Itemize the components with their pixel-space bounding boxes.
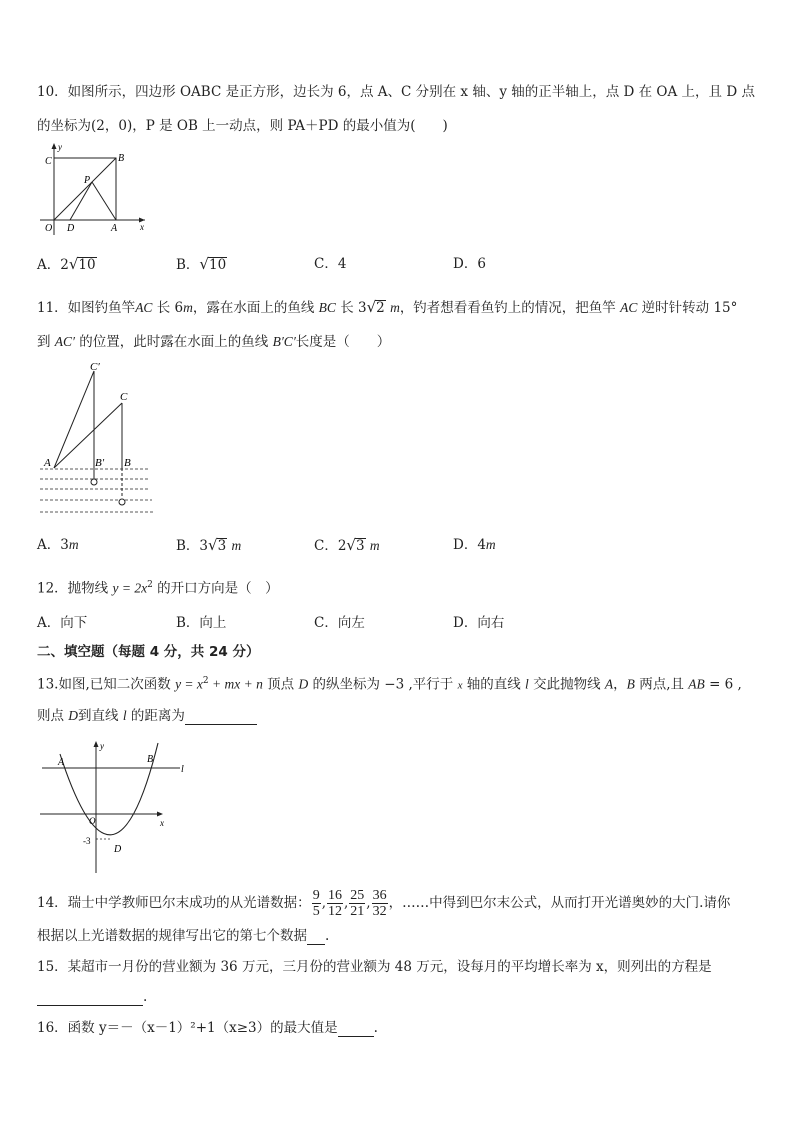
q13-fig-label-l: l [181, 764, 184, 775]
q13-equation-2: + mx + n [208, 676, 263, 692]
q13-equation: y = x [175, 676, 203, 692]
q12-exponent: 2 [147, 580, 153, 590]
q13-l2-l: l [122, 708, 127, 723]
q13-fig-label-o: O [89, 816, 96, 826]
q10-fig-label-x: x [140, 222, 144, 232]
q10-fig-label-p: P [84, 175, 91, 186]
q15-answer-blank[interactable] [37, 991, 143, 1006]
q13-l2-a: 则点 [37, 708, 69, 724]
q16-text-1: 16．函数 y＝－（x－1）²+1（x≥3）的最大值是 [37, 1020, 338, 1036]
q11-option-b-prefix: B．3 [176, 538, 209, 554]
q11-radicand: 2 [376, 300, 385, 316]
q13-l2-b: 到直线 [78, 708, 123, 724]
q13-fig-label-a: A [58, 757, 65, 768]
q10-fig-label-y: y [58, 142, 62, 152]
q11-ac-2: AC [620, 300, 638, 315]
q14-text-2: ，……中得到巴尔末公式，从而打开光谱奥妙的大门.请你 [388, 895, 731, 911]
q11-option-d[interactable] [453, 536, 496, 554]
q13-figure [38, 738, 188, 873]
q14-frac-4-num: 36 [372, 888, 387, 903]
q10-option-c[interactable]: C．4 [314, 256, 347, 272]
q11-l2-b: 的位置，此时露在水面上的鱼线 [75, 334, 273, 350]
q14-fraction-3 [349, 888, 365, 919]
q14-frac-1-den: 5 [312, 904, 320, 919]
q11-option-c-prefix: C．2 [314, 538, 347, 554]
q14-frac-2-den: 12 [327, 904, 342, 919]
q10-option-b-prefix: B． [176, 257, 200, 273]
q13-text-2: 顶点 [262, 676, 299, 693]
q10-line1: 10．如图所示，四边形 OABC 是正方形，边长为 6，点 A、C 分别在 x 轴、y 轴的正半轴上，点 D 在 OA 上，且 D 点 [37, 84, 755, 100]
q10-option-a-prefix: A．2 [37, 257, 69, 273]
q13-text-3: 的纵坐标为 −3 ,平行于 [308, 676, 458, 693]
q13-l2-d: D [68, 708, 79, 723]
q13-l: l [525, 676, 529, 692]
q10-option-b-radicand: 10 [208, 257, 227, 273]
q14-line1: 14．瑞士中学教师巴尔末成功的从光谱数据： $\frac{9}{5}$ , $\frac{16}{12}$ , $\frac{25}{21}$ , $\frac{36}{32}$ ，……中得到巴尔末公式，从而打开光谱奥妙的大门.请你 [37, 888, 731, 919]
q11-option-d-value: D．4 [453, 537, 486, 553]
q11-text-2: 长 6 [152, 300, 184, 316]
q11-text-1: 11．如图钓鱼竿 [37, 300, 136, 316]
q10-fig-label-d: D [67, 223, 75, 234]
q11-option-c-radicand: 3 [355, 538, 365, 554]
q12-option-b[interactable]: B．向上 [176, 615, 227, 631]
q10-fig-label-a: A [111, 223, 118, 234]
q11-bc: BC [318, 300, 336, 315]
q12-option-c[interactable]: C．向左 [314, 615, 365, 631]
q14-frac-2-num: 16 [327, 888, 342, 903]
q13-fig-label-minus3: -3 [83, 836, 91, 846]
q11-l2-a: 到 [37, 334, 55, 350]
q16-answer-blank[interactable] [338, 1022, 374, 1037]
q13-b: B [626, 676, 635, 692]
q12-line [37, 576, 279, 598]
q12-text-2: 的开口方向是（ ） [152, 580, 279, 597]
q16-line: 16．函数 y＝－（x－1）²+1（x≥3）的最大值是 . [37, 1020, 378, 1036]
q11-line1 [37, 298, 737, 317]
q11-option-d-unit: m [485, 537, 496, 552]
q11-option-b[interactable] [176, 536, 241, 555]
q13-fig-label-b: B [147, 754, 154, 765]
q11-text-4: 长 3 [335, 300, 367, 316]
q14-frac-1-num: 9 [312, 888, 320, 903]
q15-line1: 15．某超市一月份的营业额为 36 万元，三月份的营业额为 48 万元，设每月的平均增长率为 x，则列出的方程是 [37, 959, 712, 975]
q15-line2: . [37, 988, 147, 1006]
q14-line2: 根据以上光谱数据的规律写出它的第七个数据 . [37, 928, 330, 944]
q11-unit-m: m [183, 300, 193, 315]
q11-ac: AC [135, 300, 153, 315]
q13-fig-label-d: D [114, 844, 122, 855]
sqrt-sign: √ [366, 298, 377, 316]
q11-option-a-unit: m [68, 537, 79, 552]
q11-option-b-radicand: 3 [217, 538, 227, 554]
q11-text-5: ，钓者想看看鱼钓上的情况，把鱼竿 [399, 300, 621, 316]
q11-ac-prime: AC′ [54, 334, 76, 349]
q11-l2-c: 长度是（ ） [295, 334, 391, 350]
q10-line2: 的坐标为(2，0)，P 是 OB 上一动点，则 PA＋PD 的最小值为( ) [37, 118, 448, 134]
q11-figure [36, 358, 161, 520]
q10-fig-label-b: B [118, 153, 125, 164]
q10-fig-label-o: O [45, 223, 53, 234]
q12-equation: y = 2x [112, 580, 148, 596]
q11-line2 [37, 333, 390, 351]
q10-fig-label-c: C [45, 156, 52, 167]
sqrt-sign: √ [208, 536, 218, 554]
q10-option-a-radicand: 10 [78, 257, 96, 273]
q11-option-a[interactable] [37, 536, 79, 554]
q13-fig-label-y: y [100, 741, 104, 751]
q11-fig-label-a: A [44, 457, 51, 469]
q13-text-1: 13.如图,已知二次函数 [37, 676, 176, 693]
q13-text-6: ， [613, 676, 627, 693]
q11-fig-label-cprime: C′ [90, 361, 100, 373]
sqrt-sign: √ [346, 536, 356, 554]
q14-fraction-2 [327, 888, 343, 919]
q14-fraction-4 [372, 888, 388, 919]
q11-option-b-unit: m [231, 538, 242, 553]
q13-l2-c: 的距离为 [126, 708, 185, 724]
q11-option-c[interactable] [314, 536, 380, 555]
q13-x: x [457, 679, 463, 692]
q13-line2 [37, 707, 257, 725]
q10-figure [40, 140, 155, 235]
q14-text-1: 14．瑞士中学教师巴尔末成功的从光谱数据： [37, 895, 311, 911]
q13-text-5: 交此抛物线 [528, 676, 605, 693]
q11-option-a-value: A．3 [37, 537, 69, 553]
q11-fig-label-c: C [120, 391, 128, 403]
q10-option-b[interactable] [176, 255, 227, 274]
q12-option-a[interactable]: A．向下 [37, 615, 88, 631]
q13-text-8: = 6 , [704, 676, 742, 693]
q13-exponent: 2 [202, 676, 209, 686]
q14-frac-3-den: 21 [350, 904, 365, 919]
q11-text-6: 逆时针转动 15° [637, 300, 738, 316]
q13-answer-blank[interactable] [185, 710, 257, 725]
q10-option-a[interactable] [37, 255, 97, 274]
q11-fig-label-b: B [124, 457, 131, 469]
q14-l2: 根据以上光谱数据的规律写出它的第七个数据 [37, 928, 307, 944]
q13-d: D [298, 676, 309, 692]
q12-option-d[interactable]: D．向右 [453, 615, 505, 631]
q10-option-d[interactable]: D．6 [453, 256, 486, 272]
q13-fig-label-x: x [160, 818, 164, 828]
q13-line1 [37, 672, 742, 695]
sqrt-sign: √ [199, 255, 209, 273]
q13-text-7: 两点,且 [634, 676, 689, 693]
q13-text-4: 轴的直线 [462, 676, 526, 693]
q11-bc-prime: B′C′ [272, 334, 296, 349]
q13-ab: AB [688, 676, 705, 692]
q11-fig-label-bprime: B′ [95, 457, 105, 469]
q14-frac-4-den: 32 [372, 904, 387, 919]
sqrt-sign: √ [68, 255, 79, 273]
q11-option-c-unit: m [369, 538, 380, 553]
q14-fraction-1 [312, 888, 321, 919]
q13-a: A [604, 676, 614, 692]
section-title-fill-in: 二、填空题（每题 4 分，共 24 分） [37, 644, 260, 660]
q14-answer-blank[interactable] [307, 930, 325, 945]
q12-text-1: 12．抛物线 [37, 580, 113, 597]
q11-text-3: ，露在水面上的鱼线 [192, 300, 319, 316]
q14-frac-3-num: 25 [350, 888, 365, 903]
q11-unit-m-2: m [390, 300, 400, 315]
